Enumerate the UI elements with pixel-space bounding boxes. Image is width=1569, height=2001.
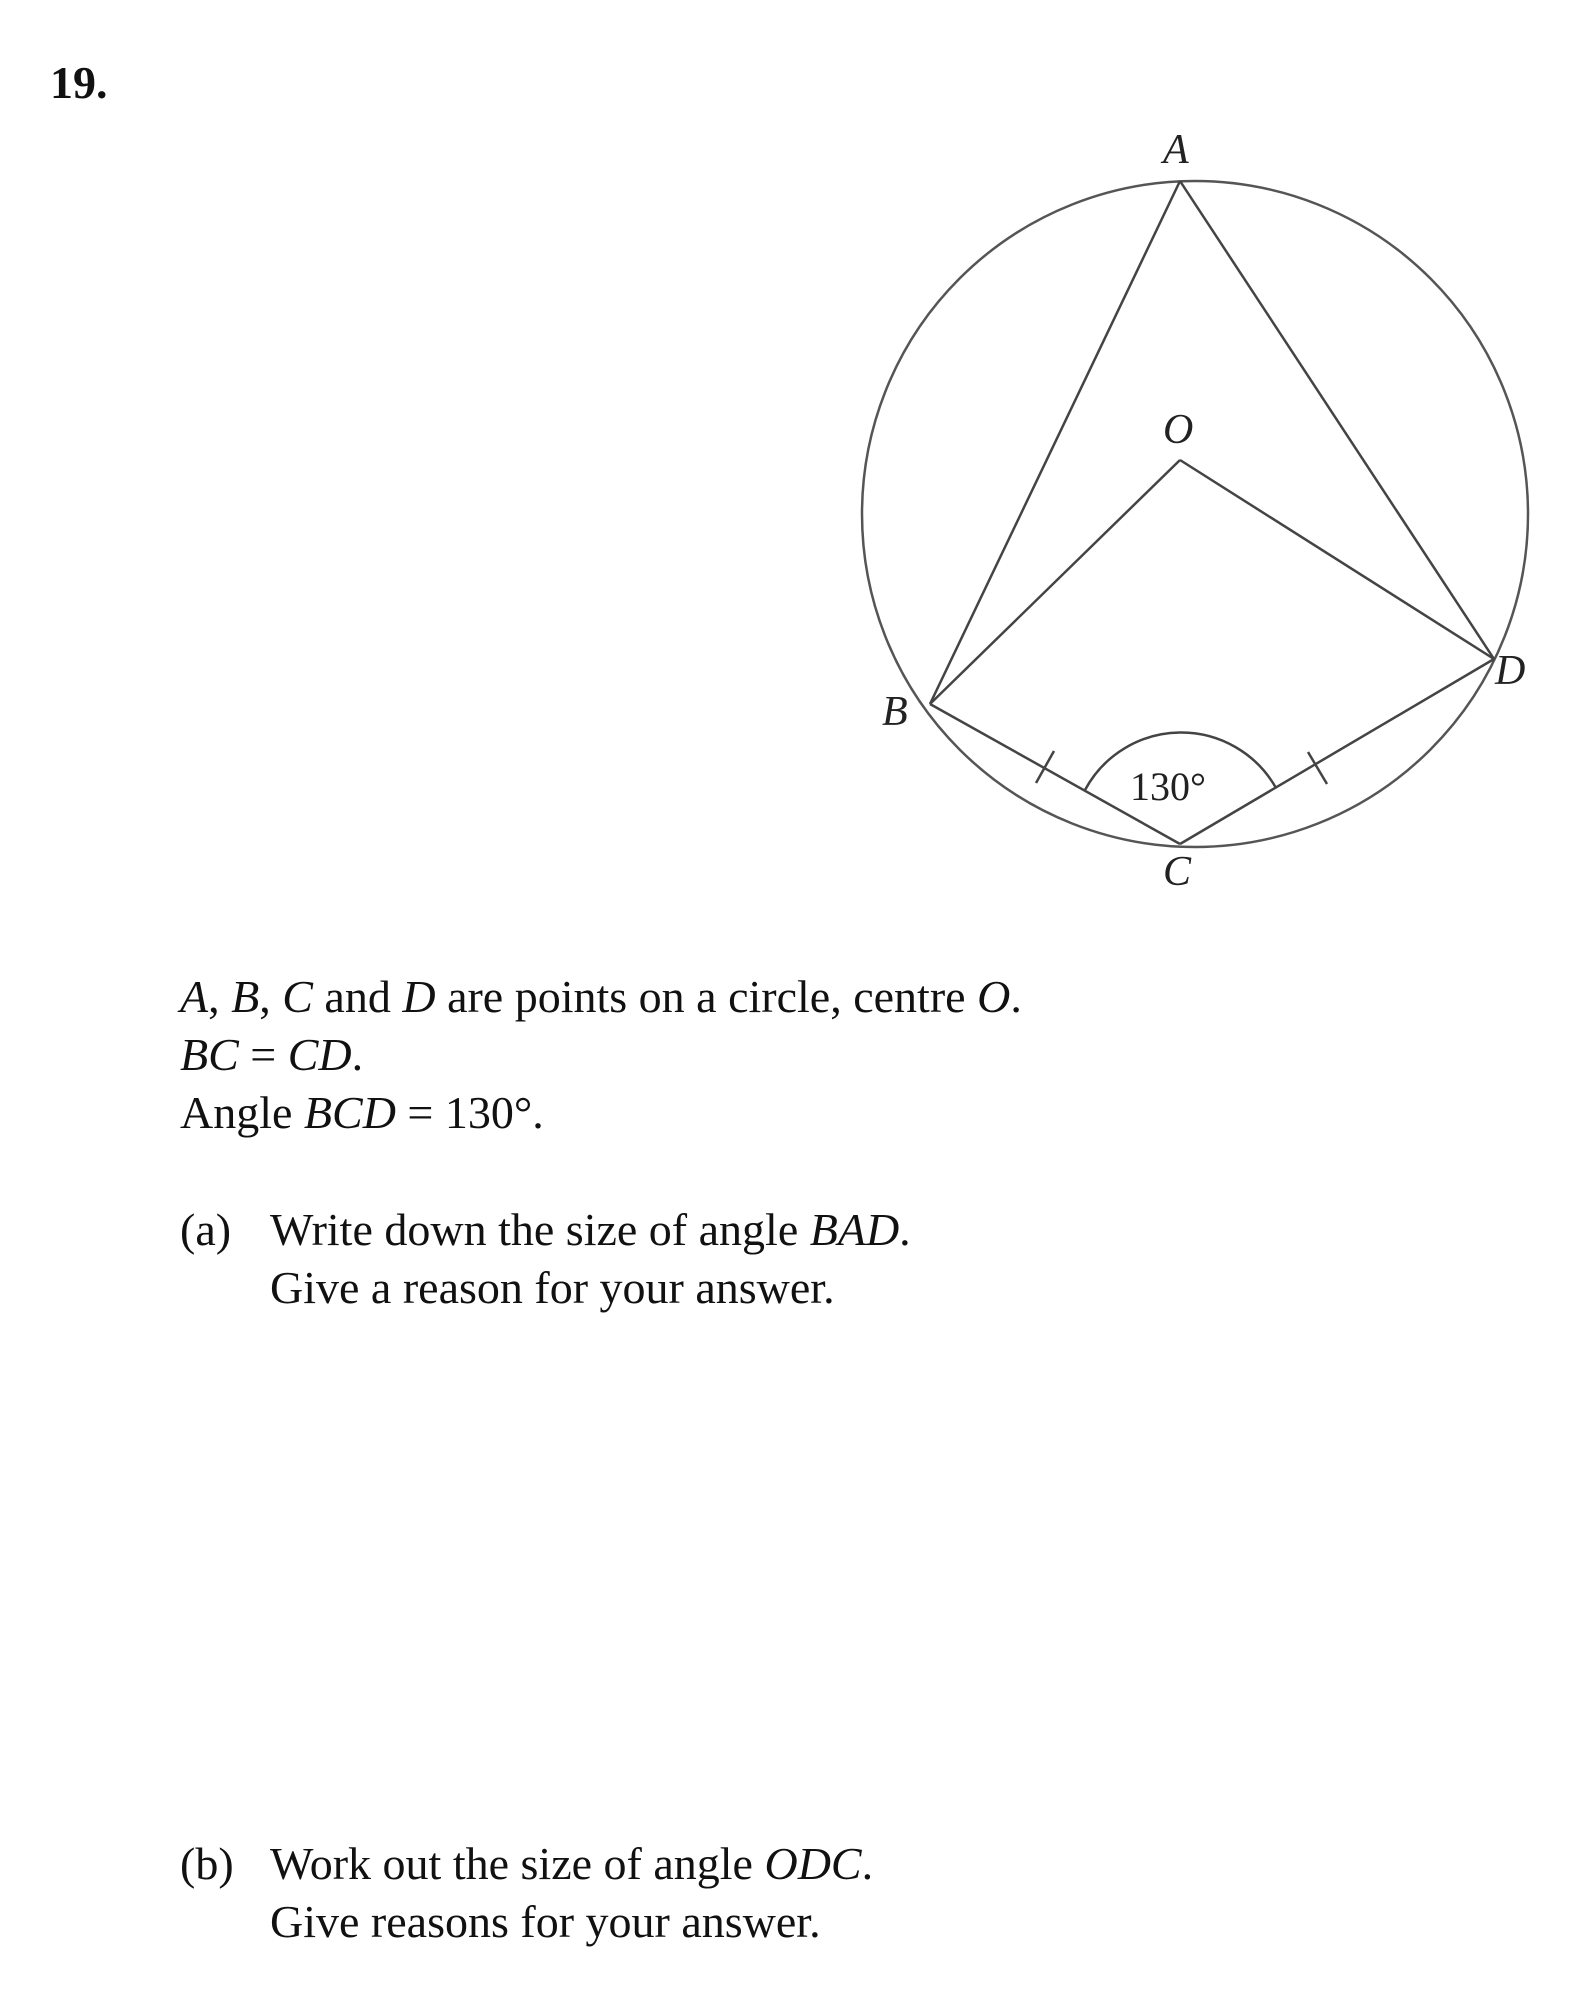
equals-text: = [238, 1029, 288, 1080]
part-b [180, 1835, 873, 1951]
sep-text: and [312, 971, 403, 1022]
part-b-instruction: Give reasons for your answer. [270, 1896, 821, 1947]
segment-cd-text: CD [287, 1029, 352, 1080]
angle-value-text: = 130°. [395, 1087, 544, 1138]
radius-od [1180, 460, 1494, 659]
equal-tick-bc [1036, 751, 1054, 783]
point-label-a: A [1163, 127, 1189, 173]
point-label-d: D [1495, 648, 1526, 694]
angle-prefix-text: Angle [180, 1087, 304, 1138]
part-a-label: (a) [180, 1204, 232, 1255]
point-a-text: A [180, 971, 209, 1022]
point-label-c: C [1163, 849, 1192, 895]
statement-line-points [180, 968, 1022, 1026]
segment-bc-text: BC [180, 1029, 239, 1080]
chord-ad [1180, 181, 1494, 659]
problem-statement [180, 968, 1022, 1142]
part-a-instruction: Give a reason for your answer. [270, 1262, 835, 1313]
question-number: 19. [50, 57, 108, 108]
point-d-text: D [402, 971, 436, 1022]
part-a-question-text: Write down the size of angle [270, 1204, 810, 1255]
angle-odc-text: ODC [764, 1838, 862, 1889]
point-o-text: O [977, 971, 1011, 1022]
angle-bcd-text: BCD [303, 1087, 396, 1138]
radius-ob [930, 460, 1180, 704]
sep-text: , [208, 971, 232, 1022]
part-b-line-1 [180, 1835, 873, 1893]
angle-label-bcd: 130° [1130, 764, 1206, 809]
part-b-question-text: Work out the size of angle [270, 1838, 765, 1889]
point-b-text: B [231, 971, 260, 1022]
chord-ab [930, 181, 1180, 704]
point-label-b: B [882, 689, 908, 735]
angle-bad-text: BAD [809, 1204, 900, 1255]
circle-theorem-diagram [0, 0, 1569, 900]
circle [862, 181, 1528, 847]
part-b-question [270, 1835, 873, 1893]
statement-line-angle [180, 1084, 1022, 1142]
sep-text: are points on a circle, centre [435, 971, 978, 1022]
statement-line-equal [180, 1026, 1022, 1084]
point-label-o: O [1163, 407, 1194, 453]
period-text: . [899, 1204, 911, 1255]
sep-text: , [259, 971, 283, 1022]
part-a [180, 1201, 911, 1317]
sep-text: . [1010, 971, 1022, 1022]
period-text: . [861, 1838, 874, 1889]
part-a-line-1 [180, 1201, 911, 1259]
part-b-label: (b) [180, 1838, 234, 1889]
period-text: . [351, 1029, 364, 1080]
part-a-question [270, 1201, 911, 1259]
point-c-text: C [282, 971, 313, 1022]
